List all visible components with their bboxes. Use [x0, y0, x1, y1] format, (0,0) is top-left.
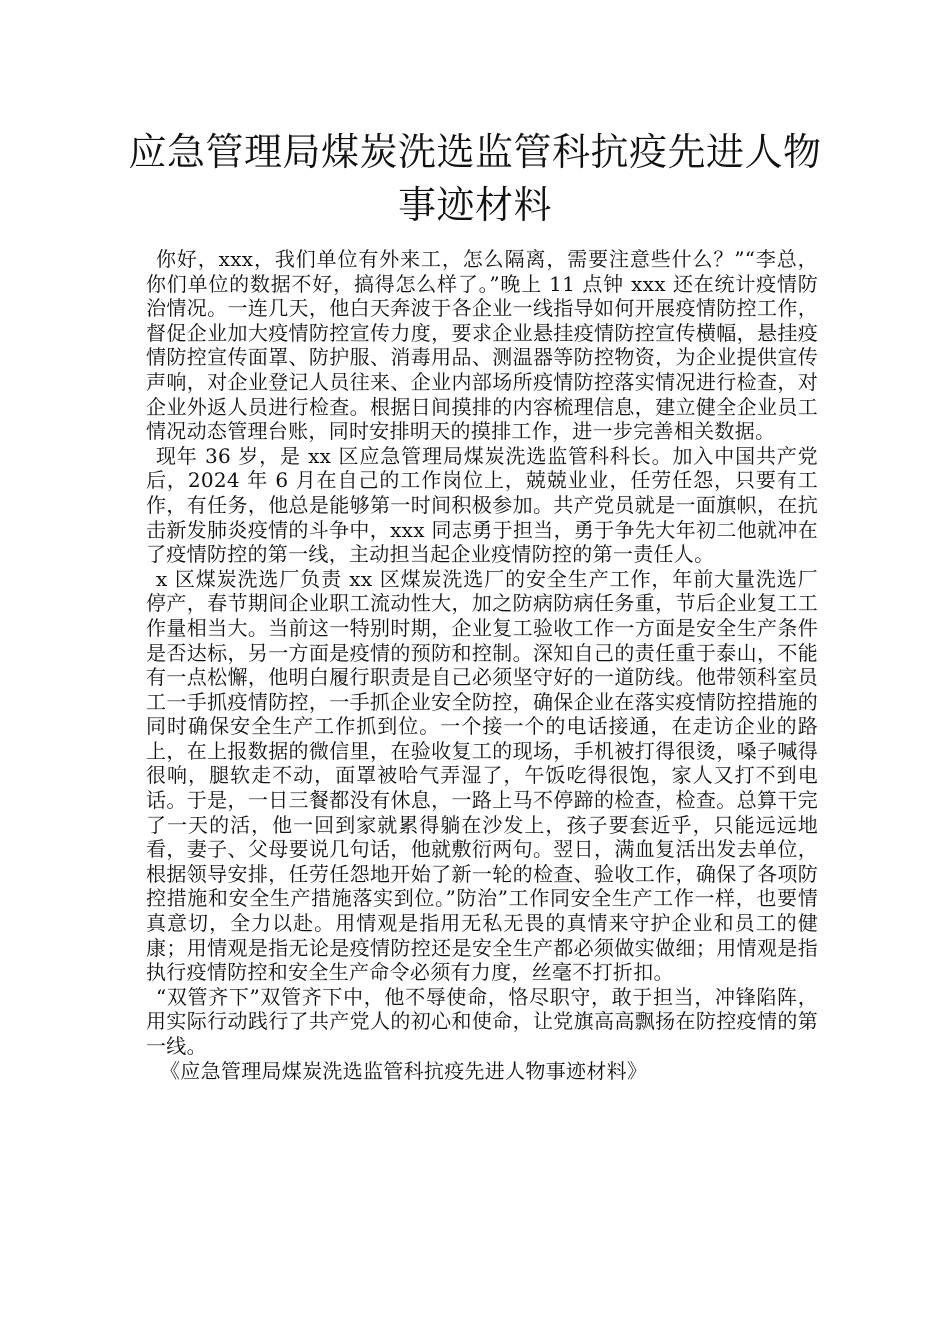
closing-line: 《应急管理局煤炭洗选监管科抗疫先进人物事迹材料》 [160, 1058, 648, 1083]
document-title [100, 126, 850, 232]
paragraph-2: 现年 36 岁，是 xx 区应急管理局煤炭洗选监管科科长。加入中国共产党后，2024 年 6 月在自己的工作岗位上，兢兢业业，任劳任怨，只要有工作，有任务，他总是能够第一时间积极参加。共产党员就是一面旗帜，在抗击新发肺炎疫情的斗争中，xxx 同志勇于担当，勇于争先大年初二他就冲在了疫情防控的第一线，主动担当起企业疫情防控的第一责任人。 [146, 443, 818, 567]
paragraph-3: x 区煤炭洗选厂负责 xx 区煤炭洗选厂的安全生产工作，年前大量洗选厂停产，春节期间企业职工流动性大，加之防病防病任务重，节后企业复工工作量相当大。当前这一特别时期，企业复工验收工作一方面是安全生产条件是否达标，另一方面是疫情的预防和控制。深知自己的责任重于泰山，不能有一点松懈，他明白履行职责是自己必须坚守好的一道防线。他带领科室员工一手抓疫情防控，一手抓企业安全防控，确保企业在落实疫情防控措施的同时确保安全生产工作抓到位。一个接一个的电话接通，在走访企业的路上，在上报数据的微信里，在验收复工的现场，手机被打得很烫，嗓子喊得很响，腿软走不动，面罩被哈气弄湿了，午饭吃得很饱，家人又打不到电话。于是，一日三餐都没有休息，一路上马不停蹄的检查，检查。总算干完了一天的活，他一回到家就累得躺在沙发上，孩子要套近乎，只能远远地看，妻子、父母要说几句话，他就敷衍两句。翌日，满血复活出发去单位，根据领导安排，任劳任怨地开始了新一轮的检查、验收工作，确保了各项防控措施和安全生产措施落实到位。”防治”工作同安全生产工作一样，也要情真意切，全力以赴。用情观是指用无私无畏的真情来守护企业和员工的健康；用情观是指无论是疫情防控还是安全生产都必须做实做细；用情观是指执行疫情防控和安全生产命令必须有力度，丝毫不打折扣。 [146, 566, 818, 985]
title-line-2: 事迹材料 [397, 183, 552, 227]
title-line-1: 应急管理局煤炭洗选监管科抗疫先进人物 [128, 130, 822, 174]
document-body [146, 247, 818, 1083]
paragraph-1: 你好，xxx，我们单位有外来工，怎么隔离，需要注意些什么？”“李总，你们单位的数据不好，搞得怎么样了。”晚上 11 点钟 xxx 还在统计疫情防治情况。一连几天，他白天奔波于各企业一线指导如何开展疫情防控工作，督促企业加大疫情防控宣传力度，要求企业悬挂疫情防控宣传横幅，悬挂疫情防控宣传面罩、防护服、消毒用品、测温器等防控物资，为企业提供宣传声响，对企业登记人员往来、企业内部场所疫情防控落实情况进行检查，对企业外返人员进行检查。根据日间摸排的内容梳理信息，建立健全企业员工情况动态管理台账，同时安排明天的摸排工作，进一步完善相关数据。 [146, 247, 818, 444]
paragraph-4: “双管齐下”双管齐下中，他不辱使命，恪尽职守，敢于担当，冲锋陷阵，用实际行动践行了共产党人的初心和使命，让党旗高高飘扬在防控疫情的第一线。 [146, 984, 818, 1058]
